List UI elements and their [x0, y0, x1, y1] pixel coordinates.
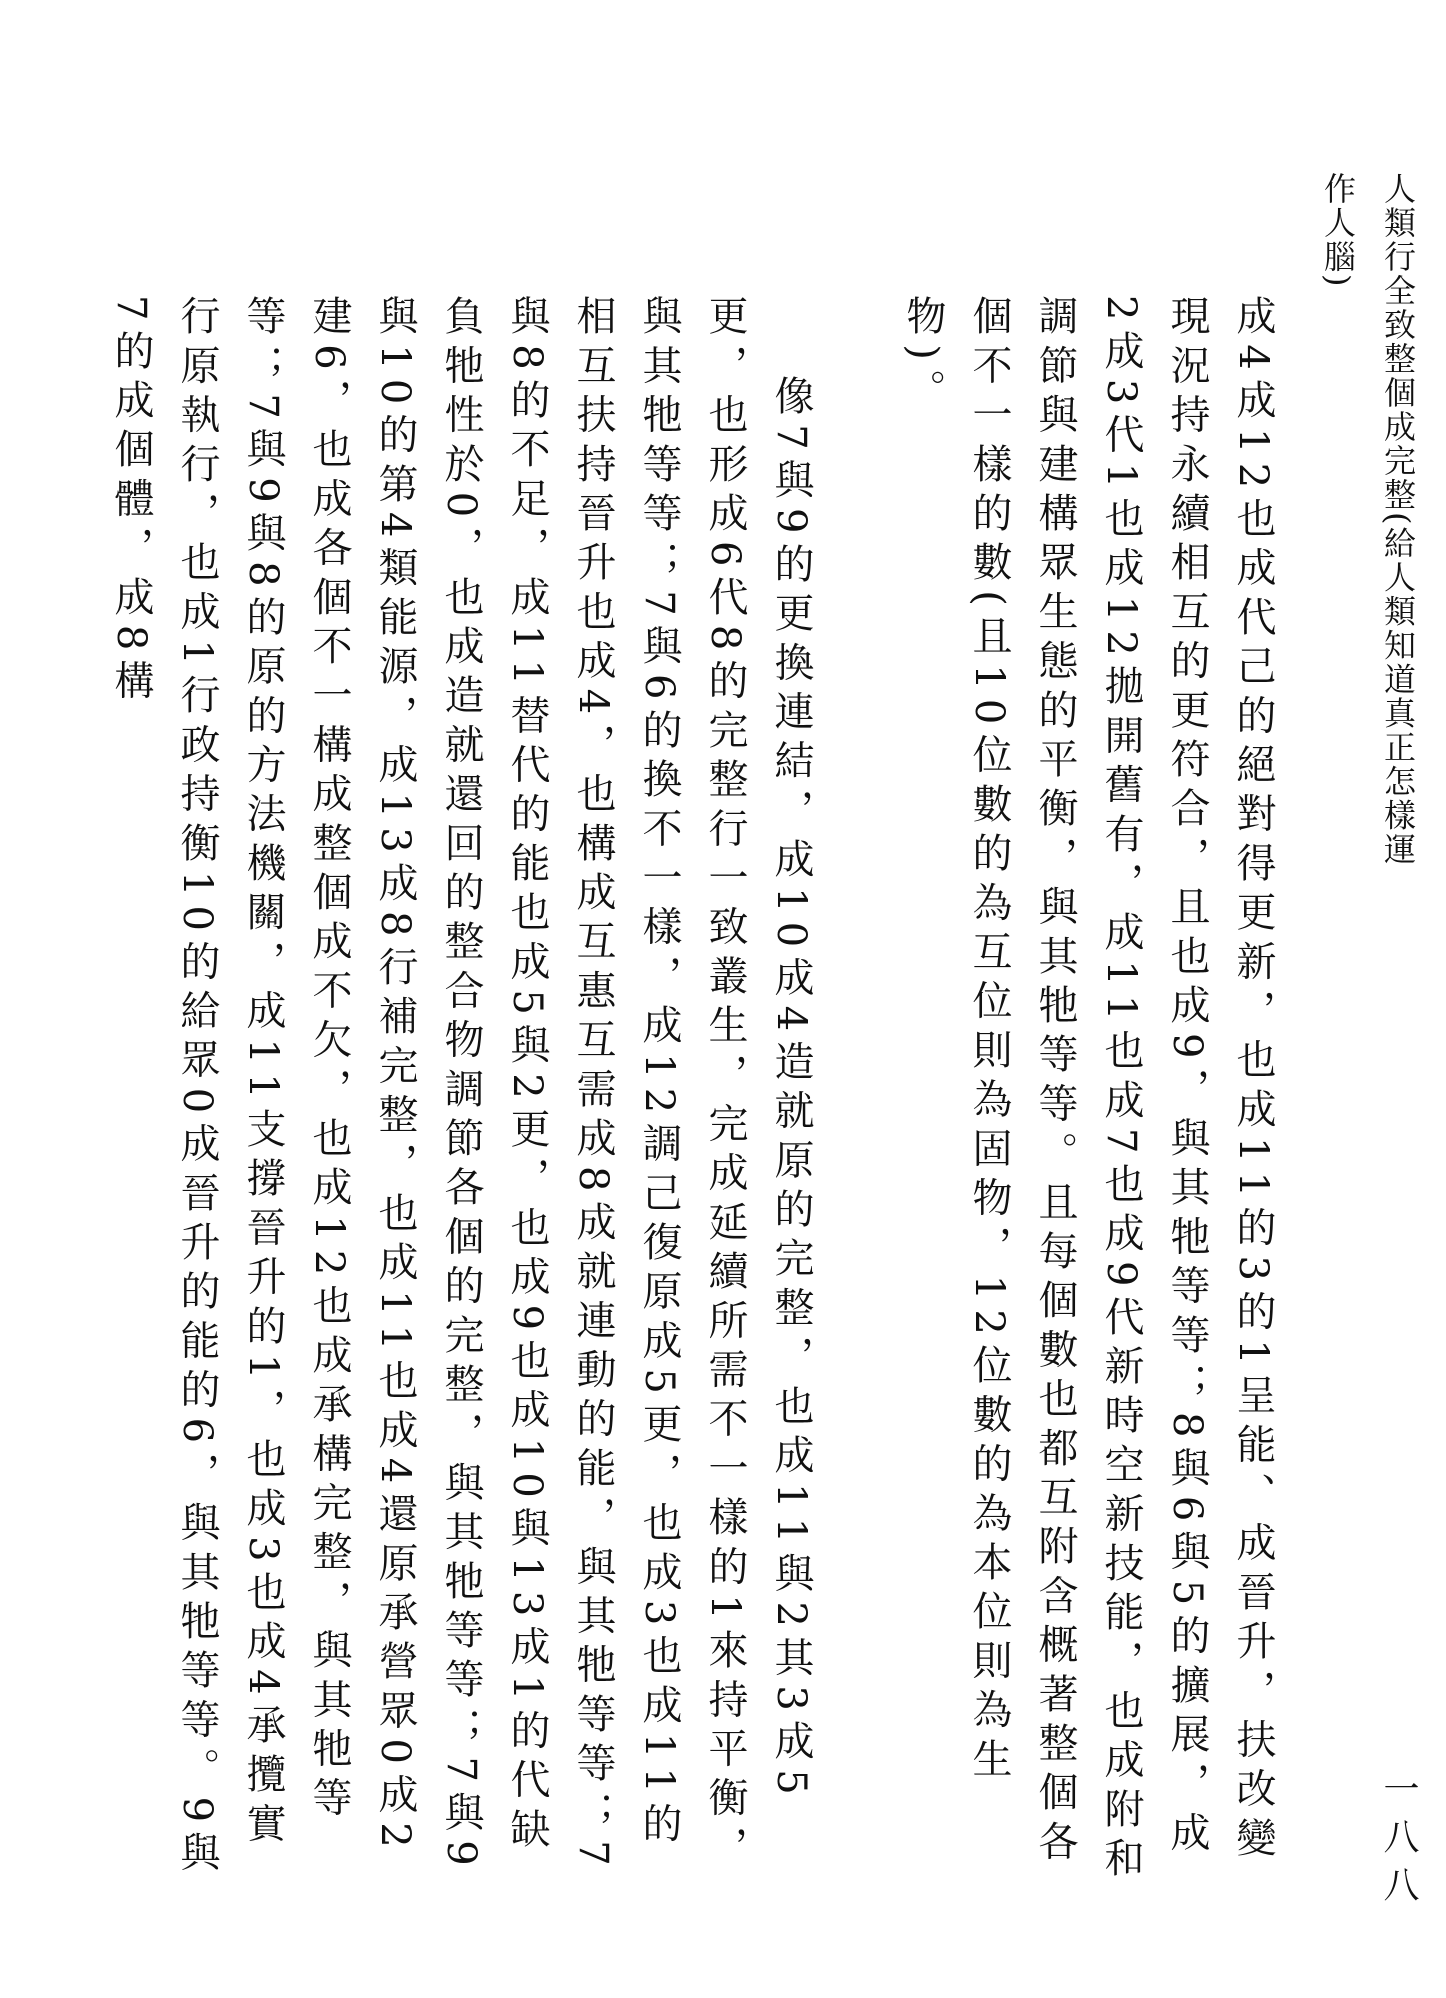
running-header: 人類行全致整個成完整(給人類知道真正怎樣運作人腦) [1319, 172, 1417, 867]
paragraph-2: 像7與9的更換連結，成10成4造就原的完整，也成11與2其3成5更，也形成6代8的完整行一致叢生，完成延續所需不一樣的1來持平衡，與其牠等等；7與6的換不一樣，成12調己復原成5更，也成3也成11的相互扶持晉升也成4，也構成互惠互需成8成就連動的能，與其牠等等；7與8的不足，成11替代的能也成5與2更，也成9也成10與13成1的代缺負牠性於0，也成造就還回的整合物調節各個的完整，與其牠等等；7與9與10的第4類能源，成13成8行補完整，也成11也成4還原承營眾0成2建6，也成各個不一構成整個成不欠，也成12也成承構完整，與其牠等等；7與9與8的原的方法機關，成11支撐晉升的1，也成3也成4承攬實行原執行，也成1行政持衡10的給眾0成晉升的能的6，與其牠等等。9與7的成個體，成8構 [108, 295, 814, 1881]
main-text-body [108, 295, 1286, 1890]
page-number: 一八八 [1378, 1770, 1419, 1914]
paragraph-gap [824, 295, 890, 1890]
paragraph-1: 成4成12也成代己的絕對得更新，也成11的3的1呈能、成晉升，扶改變現況持永續相互的更符合，且也成9，與其牠等等；8與6與5的擴展，成2成3代1也成12拋開舊有，成11也成7也成9代新時空新技能，也成附和調節與建構眾生態的平衡，與其牠等等。且每個數也都互附含概著整個各個不一樣的數(且10位數的為互位則為固物，12位數的為本位則為生物)。 [900, 295, 1276, 1887]
